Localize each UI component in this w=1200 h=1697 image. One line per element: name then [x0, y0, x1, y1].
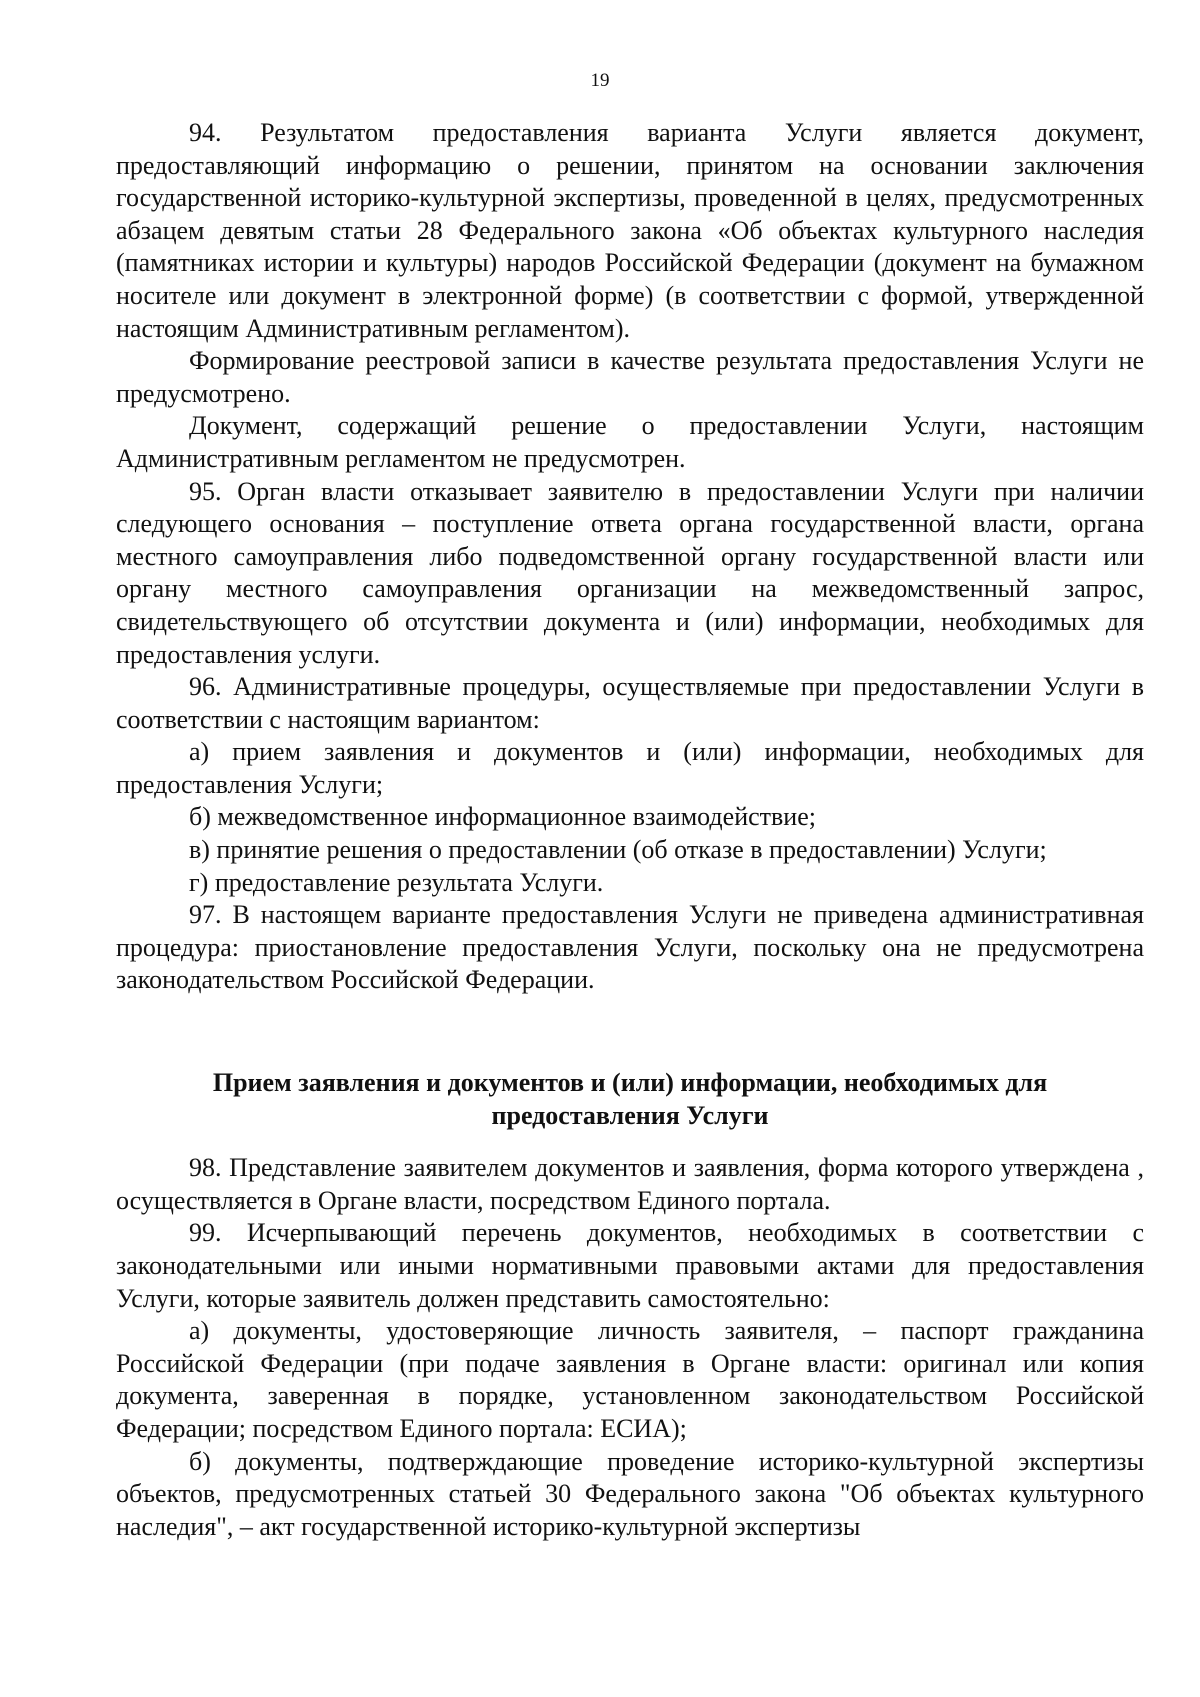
page-number: 19 — [590, 70, 610, 91]
paragraph-99: 99. Исчерпывающий перечень документов, необходимых в соответствии с законодательными или иными нормативными правовыми актами для предоставления Услуги, которые заявитель должен представить самостоятельно: — [116, 1218, 1144, 1313]
list-item-g: г) предоставление результата Услуги. — [189, 867, 604, 897]
list-item-b: б) межведомственное информационное взаимодействие; — [189, 802, 816, 832]
paragraph-decision-note: Документ, содержащий решение о предоставлении Услуги, настоящим Административным регламентом не предусмотрен. — [116, 411, 1144, 473]
list-item-99-a: а) документы, удостоверяющие личность заявителя, – паспорт гражданина Российской Федерации (при подаче заявления в Органе власти: оригинал или копия документа, заверенная в порядке, установленном законодательством Российской Федерации; посредством Единого портала: ЕСИА); — [116, 1316, 1144, 1443]
list-item-99-b: б) документы, подтверждающие проведение историко-культурной экспертизы объектов, предусмотренных статьей 30 Федерального закона "Об объектах культурного наследия", – акт государственной историко-культурной экспертизы — [116, 1446, 1144, 1541]
paragraph-97: 97. В настоящем варианте предоставления Услуги не приведена административная процедура: приостановление предоставления Услуги, поскольку она не предусмотрена законодательством Российской Федерации. — [116, 900, 1144, 995]
paragraph-94: 94. Результатом предоставления варианта Услуги является документ, предоставляющий информацию о решении, принятом на основании заключения государственной историко-культурной экспертизы, проведенной в целях, предусмотренных абзацем девятым статьи 28 Федерального закона «Об объектах культурного наследия (памятниках истории и культуры) народов Российской Федерации (документ на бумажном носителе или документ в электронной форме) (в соответствии с формой, утвержденной настоящим Административным регламентом). — [116, 118, 1144, 343]
list-item-v: в) принятие решения о предоставлении (об отказе в предоставлении) Услуги; — [189, 835, 1047, 865]
list-item-a: а) прием заявления и документов и (или) информации, необходимых для предоставления Услуги; — [116, 737, 1144, 799]
section-heading: Прием заявления и документов и (или) информации, необходимых для предоставления Услуги — [212, 1068, 1048, 1130]
paragraph-registry-note: Формирование реестровой записи в качестве результата предоставления Услуги не предусмотрено. — [116, 346, 1144, 408]
paragraph-96: 96. Административные процедуры, осуществляемые при предоставлении Услуги в соответствии с настоящим вариантом: — [116, 672, 1144, 734]
paragraph-98: 98. Представление заявителем документов и заявления, форма которого утверждена , осуществляется в Органе власти, посредством Единого портала. — [116, 1153, 1144, 1215]
paragraph-95: 95. Орган власти отказывает заявителю в предоставлении Услуги при наличии следующего основания – поступление ответа органа государственной власти, органа местного самоуправления либо подведомственной органу государственной власти или органу местного самоуправления организации на межведомственный запрос, свидетельствующего об отсутствии документа и (или) информации, необходимых для предоставления услуги. — [116, 476, 1144, 669]
document-body — [116, 117, 1144, 1543]
